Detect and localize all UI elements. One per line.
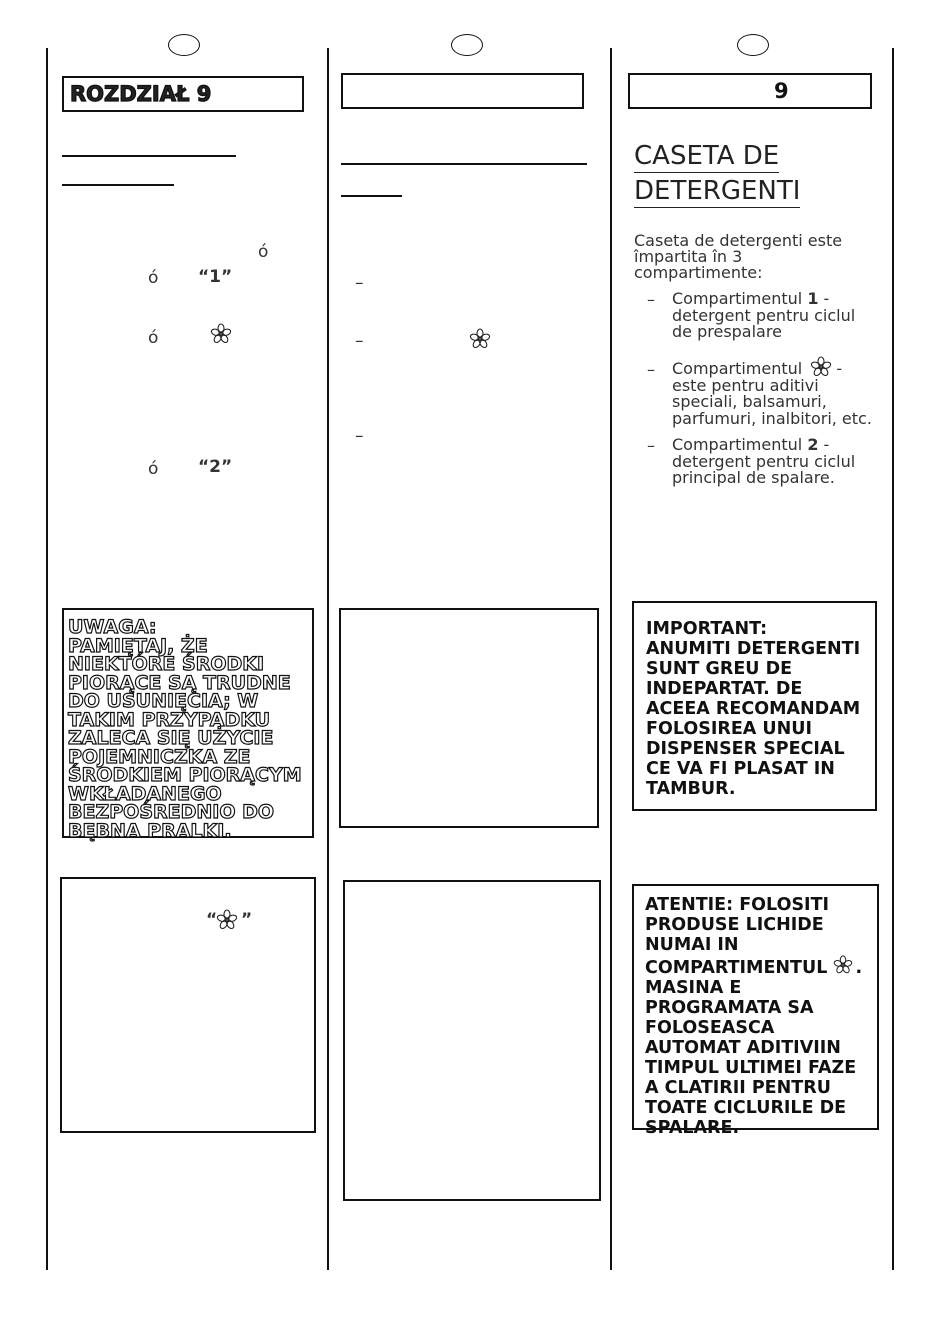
compartment-item-1-lead: Compartimentul bbox=[672, 289, 808, 308]
important-text-ro: IMPORTANT: ANUMITI DETERGENTI SUNT GREU DE INDEPARTAT. DE ACEEA RECOMANDAM FOLOSIREA UNUI DISPENSER SPECIAL CE VA FI PLASAT IN TAMBUR. bbox=[646, 619, 861, 799]
attention-text-ro bbox=[645, 895, 871, 1138]
text-fragment: ó bbox=[148, 459, 159, 479]
attention-text-ro-part1: ATENTIE: FOLOSITI PRODUSE LICHIDE NUMAI IN COMPARTIMENTUL bbox=[645, 895, 830, 978]
title-underline-middle-2 bbox=[341, 195, 402, 197]
list-dash: – bbox=[647, 290, 655, 309]
column-divider-far-right bbox=[892, 48, 894, 1270]
flower-softener-icon bbox=[469, 328, 491, 350]
list-dash: – bbox=[355, 426, 364, 446]
section-title-ro-line2: DETERGENTI bbox=[634, 176, 801, 206]
compartment-item-2-lead: Compartimentul bbox=[672, 435, 808, 454]
chapter-heading-pl-text: ROZDZIAŁ 9 bbox=[70, 82, 212, 106]
warning-box-middle bbox=[339, 608, 599, 828]
quote-close: ” bbox=[241, 910, 253, 930]
title-underline-middle-1 bbox=[341, 163, 587, 165]
chapter-heading-ro-number: 9 bbox=[774, 79, 789, 103]
flower-softener-icon bbox=[810, 356, 832, 378]
warning-text-pl: UWAGA: PAMIĘTAJ, ŻE NIEKTÓRE ŚRODKI PIORĄCE SĄ TRUDNE DO USUNIĘCIA; W TAKIM PRZYPADKU ZALECA SIĘ UŻYCIE POJEMNICZKA ZE ŚRODKIEM PIORĄCYM WKŁADANEGO BEZPOŚREDNIO DO BĘBNA PRALKI. bbox=[68, 616, 302, 842]
compartment-item-softener bbox=[672, 361, 882, 427]
chapter-heading-middle bbox=[341, 73, 584, 109]
list-dash: – bbox=[355, 331, 364, 351]
compartment-item-2-text: - detergent pentru ciclul principal de spalare. bbox=[672, 435, 856, 487]
language-badge-pl bbox=[168, 34, 200, 56]
list-dash: – bbox=[647, 436, 655, 455]
flower-softener-icon bbox=[833, 955, 855, 973]
text-fragment: ó bbox=[148, 328, 159, 348]
section-title-ro-line1: CASETA DE bbox=[634, 141, 780, 171]
text-fragment: ó bbox=[258, 242, 269, 262]
quote-open: “ bbox=[206, 910, 218, 930]
compartment-item-softener-text: - este pentru aditivi speciali, balsamuri, parfumuri, inalbitori, etc. bbox=[672, 359, 872, 428]
language-badge-middle bbox=[451, 34, 483, 56]
list-dash: – bbox=[355, 273, 364, 293]
language-badge-ro bbox=[737, 34, 769, 56]
intro-paragraph-ro: Caseta de detergenti este împartita în 3 compartimente: bbox=[634, 231, 843, 282]
compartment-item-1-text: - detergent pentru ciclul de prespalare bbox=[672, 289, 856, 341]
compartment-item-1 bbox=[672, 291, 882, 341]
column-divider-right bbox=[610, 48, 612, 1270]
flower-softener-icon bbox=[210, 323, 232, 345]
text-fragment: ó bbox=[148, 268, 159, 288]
text-fragment-compartment-1: “1” bbox=[198, 267, 233, 287]
flower-softener-icon bbox=[216, 909, 238, 931]
column-divider-left bbox=[46, 48, 48, 1270]
title-underline-pl-1 bbox=[62, 155, 236, 157]
compartment-item-2 bbox=[672, 437, 882, 487]
list-dash: – bbox=[647, 360, 655, 379]
note-box-middle bbox=[343, 880, 601, 1201]
chapter-heading-pl bbox=[62, 76, 304, 112]
title-underline-pl-2 bbox=[62, 184, 174, 186]
chapter-heading-ro bbox=[628, 73, 872, 109]
section-title-ro bbox=[634, 140, 800, 210]
compartment-item-softener-lead: Compartimentul bbox=[672, 359, 808, 378]
compartment-item-2-number: 2 bbox=[807, 435, 819, 454]
text-fragment-compartment-2: “2” bbox=[198, 457, 233, 477]
column-divider-middle bbox=[327, 48, 329, 1270]
compartment-item-1-number: 1 bbox=[807, 289, 819, 308]
attention-text-ro-part2: . MASINA E PROGRAMATA SA FOLOSEASCA AUTOMAT ADITIVIIN TIMPUL ULTIMEI FAZE A CLATIRII PENTRU TOATE CICLURILE DE SPALARE. bbox=[645, 958, 863, 1138]
note-box-pl bbox=[60, 877, 316, 1133]
